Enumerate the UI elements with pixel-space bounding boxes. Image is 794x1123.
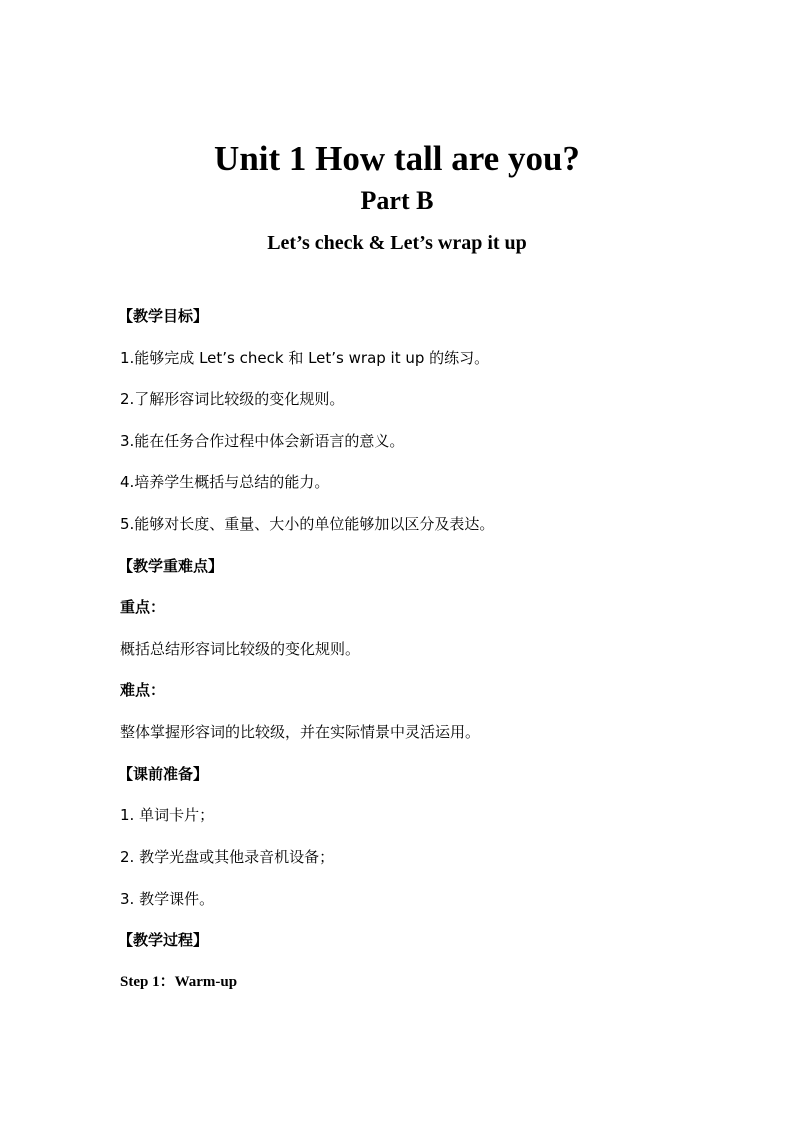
lesson-title: Let’s check & Let’s wrap it up <box>267 232 527 254</box>
objective-item-3: 3.能在任务合作过程中体会新语言的意义。 <box>120 432 405 450</box>
part-title: Part B <box>360 186 434 215</box>
preparation-item-1: 1. 单词卡片； <box>120 806 215 824</box>
step-1-heading: Step 1：Warm-up <box>120 974 238 990</box>
objective-item-5: 5.能够对长度、重量、大小的单位能够加以区分及表达。 <box>120 515 495 533</box>
preparation-heading: 【课前准备】 <box>118 765 209 783</box>
key-points-heading: 【教学重难点】 <box>118 557 224 575</box>
focus-label: 重点： <box>120 598 166 616</box>
objective-item-1: 1.能够完成 Let’s check 和 Let’s wrap it up 的练习。 <box>120 349 490 367</box>
objective-item-4: 4.培养学生概括与总结的能力。 <box>120 473 330 491</box>
preparation-item-2: 2. 教学光盘或其他录音机设备； <box>120 848 335 866</box>
process-heading: 【教学过程】 <box>118 931 209 949</box>
document-title: Unit 1 How tall are you? <box>214 139 580 178</box>
objective-item-2: 2.了解形容词比较级的变化规则。 <box>120 390 345 408</box>
objectives-heading: 【教学目标】 <box>118 307 209 325</box>
preparation-item-3: 3. 教学课件。 <box>120 890 215 908</box>
difficulty-label: 难点： <box>120 681 166 699</box>
focus-text: 概括总结形容词比较级的变化规则。 <box>120 640 361 658</box>
difficulty-text: 整体掌握形容词的比较级，并在实际情景中灵活运用。 <box>120 723 481 741</box>
